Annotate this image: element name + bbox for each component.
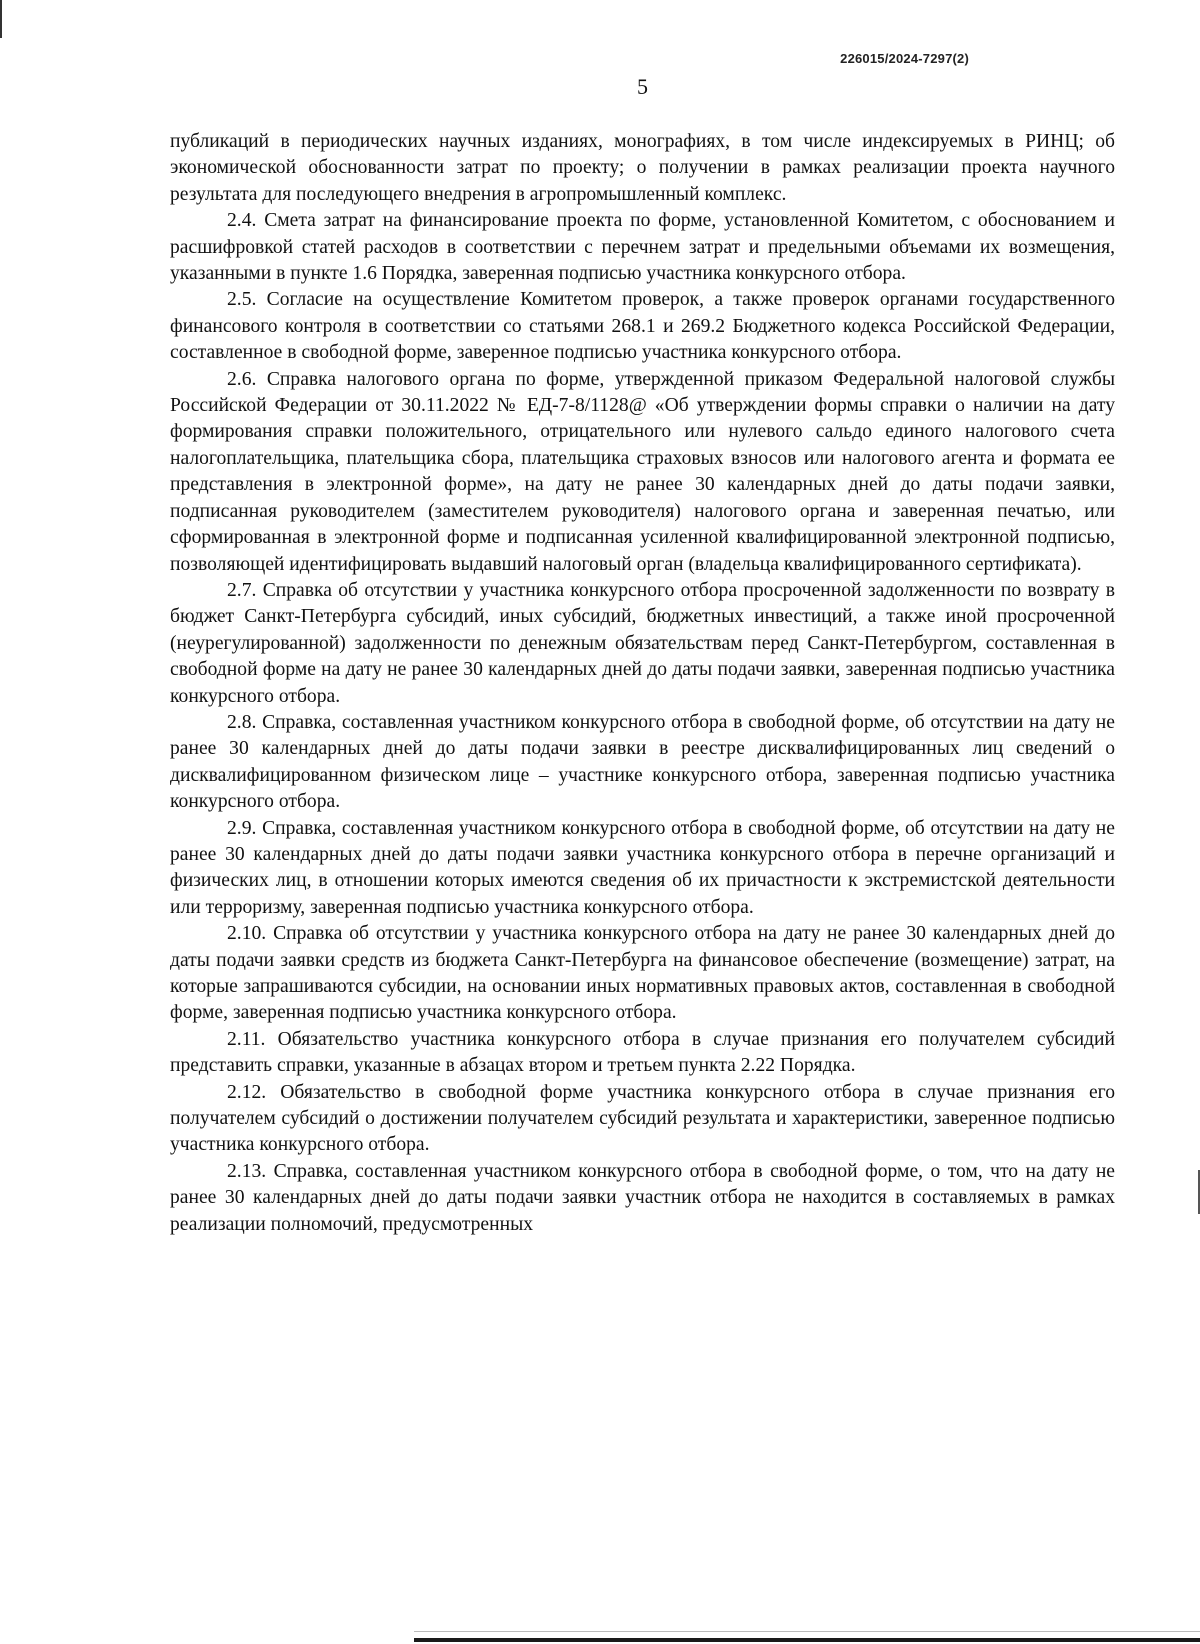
paragraph-2-6: 2.6. Справка налогового органа по форме, утвержденной приказом Федеральной налоговой службы Российской Федерации от 30.11.2022 № ЕД-7-8/1128@ «Об утверждении формы справки о наличии на дату формирования справки положительного, отрицательного или нулевого сальдо единого налогового счета налогоплательщика, плательщика сбора, плательщика страховых взносов или налогового агента и формата ее представления в электронной форме», на дату не ранее 30 календарных дней до даты подачи заявки, подписанная руководителем (заместителем руководителя) налогового органа и заверенная печатью, или сформированная в электронной форме и подписанная усиленной квалифицированной электронной подписью, позволяющей идентифицировать выдавший налоговый орган (владельца квалифицированного сертификата). xyxy=(170,368,1115,575)
paragraph-2-13: 2.13. Справка, составленная участником конкурсного отбора в свободной форме, о том, что на дату не ранее 30 календарных дней до даты подачи заявки участник отбора не находится в составляемых в рамках реализации полномочий, предусмотренных xyxy=(170,1160,1115,1235)
paragraph-continuation: публикаций в периодических научных изданиях, монографиях, в том числе индексируемых в РИНЦ; об экономической обоснованности затрат по проекту; о получении в рамках реализации проекта научного результата для последующего внедрения в агропромышленный комплекс. xyxy=(170,131,1115,205)
paragraph-2-7: 2.7. Справка об отсутствии у участника конкурсного отбора просроченной задолженности по возврату в бюджет Санкт-Петербурга субсидий, иных субсидий, бюджетных инвестиций, а также иной просроченной (неурегулированной) задолженности по денежным обязательствам перед Санкт-Петербургом, составленная в свободной форме на дату не ранее 30 календарных дней до даты подачи заявки, заверенная подписью участника конкурсного отбора. xyxy=(170,579,1115,707)
scan-bottom-edge xyxy=(414,1638,1200,1642)
scan-edge-mark xyxy=(0,0,2,38)
scan-bottom-edge xyxy=(414,1631,1200,1632)
paragraph-2-8: 2.8. Справка, составленная участником конкурсного отбора в свободной форме, об отсутствии на дату не ранее 30 календарных дней до даты подачи заявки в реестре дисквалифицированных лиц сведений о дисквалифицированном физическом лице – участнике конкурсного отбора, заверенная подписью участника конкурсного отбора. xyxy=(170,711,1115,813)
paragraph-2-11: 2.11. Обязательство участника конкурсного отбора в случае признания его получателем субсидий представить справки, указанные в абзацах втором и третьем пункта 2.22 Порядка. xyxy=(170,1028,1115,1077)
page-number: 5 xyxy=(637,74,648,99)
paragraph-2-9: 2.9. Справка, составленная участником конкурсного отбора в свободной форме, об отсутствии на дату не ранее 30 календарных дней до даты подачи заявки участника конкурсного отбора в перечне организаций и физических лиц, в отношении которых имеются сведения об их причастности к экстремистской деятельности или терроризму, заверенная подписью участника конкурсного отбора. xyxy=(170,817,1115,918)
document-number: 226015/2024-7297(2) xyxy=(840,51,969,66)
paragraph-2-10: 2.10. Справка об отсутствии у участника конкурсного отбора на дату не ранее 30 календарных дней до даты подачи заявки средств из бюджета Санкт-Петербурга на финансовое обеспечение (возмещение) затрат, на которые запрашиваются субсидии, на основании иных нормативных правовых актов, составленная в свободной форме, заверенная подписью участника конкурсного отбора. xyxy=(170,923,1115,1024)
paragraph-2-4: 2.4. Смета затрат на финансирование проекта по форме, установленной Комитетом, с обоснованием и расшифровкой статей расходов в соответствии с перечнем затрат и предельными объемами их возмещения, указанными в пункте 1.6 Порядка, заверенная подписью участника конкурсного отбора. xyxy=(170,210,1115,285)
paragraph-2-5: 2.5. Согласие на осуществление Комитетом проверок, а также проверок органами государственного финансового контроля в соответствии со статьями 268.1 и 269.2 Бюджетного кодекса Российской Федерации, составленное в свободной форме, заверенное подписью участника конкурсного отбора. xyxy=(170,289,1115,364)
document-body xyxy=(170,129,1115,1238)
paragraph-2-12: 2.12. Обязательство в свободной форме участника конкурсного отбора в случае признания его получателем субсидий о достижении получателем субсидий результата и характеристики, заверенное подписью участника конкурсного отбора. xyxy=(170,1081,1115,1156)
